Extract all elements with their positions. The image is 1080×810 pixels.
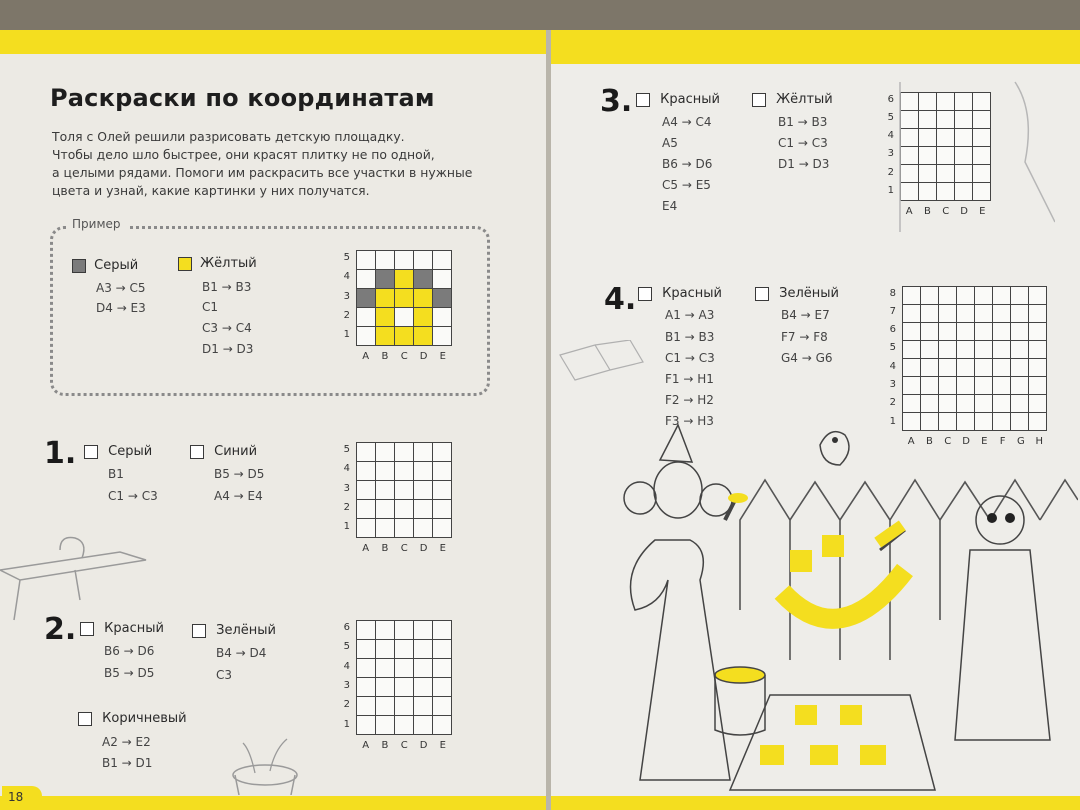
grid-cell-A1[interactable] xyxy=(357,327,376,346)
grid-cell-E8[interactable] xyxy=(975,287,993,305)
color-name: Жёлтый xyxy=(776,92,833,107)
column-label: D xyxy=(419,350,428,362)
grid-cell-D7[interactable] xyxy=(957,305,975,323)
row-label: 3 xyxy=(887,148,894,160)
grid-cell-E3[interactable] xyxy=(433,289,452,308)
row-label: 4 xyxy=(889,360,896,372)
row-label: 4 xyxy=(343,463,350,475)
example-label: Пример xyxy=(66,217,127,231)
column-label: C xyxy=(400,350,408,362)
grid-cell-C4[interactable] xyxy=(395,270,414,289)
grid-cell-B4[interactable] xyxy=(376,659,395,678)
rule: C1 → C3 xyxy=(108,489,158,503)
grid-cell-B3[interactable] xyxy=(376,481,395,500)
grid-cell-G4[interactable] xyxy=(1011,359,1029,377)
column-label: D xyxy=(419,739,428,751)
grid-cell-C4[interactable] xyxy=(395,659,414,678)
rule: B6 → D6 xyxy=(104,644,155,658)
color-checkbox[interactable] xyxy=(84,445,98,459)
grid-cell-C3[interactable] xyxy=(395,289,414,308)
grid-cell-C5[interactable] xyxy=(395,640,414,659)
rule: C1 → C3 xyxy=(778,136,828,150)
grid-cell-A4[interactable] xyxy=(357,659,376,678)
left-yellow-band xyxy=(0,30,548,54)
row-label: 1 xyxy=(889,415,896,427)
grid-cell-B5[interactable] xyxy=(376,443,395,462)
grid-cell-H5[interactable] xyxy=(1029,341,1047,359)
grid-cell-D2[interactable] xyxy=(414,697,433,716)
grid-cell-C2[interactable] xyxy=(939,395,957,413)
row-label: 1 xyxy=(343,329,350,341)
grid-cell-E3[interactable] xyxy=(433,678,452,697)
rule: F3 → H3 xyxy=(665,414,714,428)
task-number: 2. xyxy=(44,612,77,647)
color-name: Зелёный xyxy=(779,286,839,301)
grid-cell-D1[interactable] xyxy=(414,716,433,735)
row-label: 2 xyxy=(343,699,350,711)
gray-swatch-checkbox xyxy=(72,259,86,273)
rule: A3 → C5 xyxy=(96,281,146,295)
row-label: 3 xyxy=(343,482,350,494)
column-label: C xyxy=(942,205,950,217)
grid-cell-A2[interactable] xyxy=(357,308,376,327)
grid-cell-A6[interactable] xyxy=(357,621,376,640)
column-label: B xyxy=(924,205,931,217)
grid-cell-A1[interactable] xyxy=(357,716,376,735)
grid-cell-B1[interactable] xyxy=(376,519,395,538)
grid-cell-C3[interactable] xyxy=(939,377,957,395)
grid-cell-E3[interactable] xyxy=(975,377,993,395)
grid-cell-E2[interactable] xyxy=(433,308,452,327)
grid-cell-D5[interactable] xyxy=(414,251,433,270)
slide-illustration xyxy=(895,72,1055,242)
rule: B5 → D5 xyxy=(104,666,155,680)
grid-cell-E6[interactable] xyxy=(975,323,993,341)
grid-cell-E5[interactable] xyxy=(975,341,993,359)
intro-text xyxy=(52,128,492,200)
column-label: B xyxy=(926,436,933,448)
grid-cell-B5[interactable] xyxy=(376,251,395,270)
rule: B1 → D1 xyxy=(102,756,153,770)
grid-cell-D6[interactable] xyxy=(957,323,975,341)
grid-cell-D4[interactable] xyxy=(414,462,433,481)
task2-color-2 xyxy=(192,623,276,638)
grid-cell-E4[interactable] xyxy=(433,659,452,678)
grid-cell-E1[interactable] xyxy=(433,716,452,735)
example-color-gray xyxy=(72,258,138,273)
column-label: E xyxy=(439,542,446,554)
grid-cell-D4[interactable] xyxy=(414,270,433,289)
grid-cell-C1[interactable] xyxy=(395,327,414,346)
grid-cell-C2[interactable] xyxy=(395,500,414,519)
row-label: 6 xyxy=(343,622,350,633)
task1-color-2 xyxy=(190,444,257,459)
column-label: A xyxy=(907,436,915,448)
color-name: Красный xyxy=(662,286,722,301)
grid-cell-D2[interactable] xyxy=(957,395,975,413)
task4-color-2 xyxy=(755,286,839,301)
column-label: H xyxy=(1035,436,1043,448)
grid-cell-C5[interactable] xyxy=(395,443,414,462)
grid-cell-A5[interactable] xyxy=(357,640,376,659)
rule: A2 → E2 xyxy=(102,735,151,749)
task-number: 1. xyxy=(44,436,77,471)
grid-cell-E4[interactable] xyxy=(433,462,452,481)
rule: C1 xyxy=(202,300,219,314)
rule: B1 → B3 xyxy=(665,330,715,344)
grid-cell-A2[interactable] xyxy=(903,395,921,413)
column-label: A xyxy=(362,739,370,751)
column-label: B xyxy=(381,739,389,751)
grid-cell-B5[interactable] xyxy=(921,341,939,359)
row-label: 1 xyxy=(887,185,894,196)
task2-grid[interactable] xyxy=(356,620,452,735)
rule: D1 → D3 xyxy=(778,157,830,171)
grid-cell-B8[interactable] xyxy=(921,287,939,305)
grid-cell-A1[interactable] xyxy=(357,519,376,538)
color-name: Красный xyxy=(660,92,720,107)
grid-cell-H2[interactable] xyxy=(1029,395,1047,413)
intro-line: а целыми рядами. Помоги им раскрасить все участки в нужные xyxy=(52,165,473,180)
rule: B4 → E7 xyxy=(781,308,830,322)
rule: B5 → D5 xyxy=(214,467,265,481)
rule: B1 xyxy=(108,467,124,481)
row-label: 3 xyxy=(343,679,350,691)
grid-cell-A3[interactable] xyxy=(357,678,376,697)
column-label: A xyxy=(905,205,913,217)
task-number: 3. xyxy=(600,84,633,119)
rule: D1 → D3 xyxy=(202,342,254,356)
grid-cell-D1[interactable] xyxy=(414,519,433,538)
column-labels xyxy=(356,740,452,751)
grid-cell-E5[interactable] xyxy=(433,640,452,659)
color-name: Жёлтый xyxy=(200,256,257,271)
rule: F1 → H1 xyxy=(665,372,714,386)
grid-cell-E1[interactable] xyxy=(433,519,452,538)
task1-grid[interactable] xyxy=(356,442,452,538)
rule: A4 → C4 xyxy=(662,115,712,129)
color-checkbox[interactable] xyxy=(638,287,652,301)
row-label: 5 xyxy=(889,342,896,354)
rule: A1 → A3 xyxy=(665,308,715,322)
rule: C3 → C4 xyxy=(202,321,252,335)
row-label: 5 xyxy=(343,444,350,455)
column-label: E xyxy=(439,350,446,362)
column-labels xyxy=(356,543,452,554)
column-label: G xyxy=(1017,436,1025,448)
color-checkbox[interactable] xyxy=(755,287,769,301)
grid-cell-A4[interactable] xyxy=(357,462,376,481)
rule: E4 xyxy=(662,199,678,213)
color-checkbox[interactable] xyxy=(636,93,650,107)
row-label: 2 xyxy=(889,397,896,409)
grid-cell-D2[interactable] xyxy=(414,308,433,327)
grid-cell-C1[interactable] xyxy=(395,519,414,538)
grid-cell-C3[interactable] xyxy=(395,678,414,697)
color-name: Синий xyxy=(214,444,258,459)
bench-illustration xyxy=(0,530,150,630)
grid-cell-B2[interactable] xyxy=(921,395,939,413)
column-label: E xyxy=(979,205,986,217)
grid-cell-E3[interactable] xyxy=(433,481,452,500)
rule: D4 → E3 xyxy=(96,301,146,315)
task-number: 4. xyxy=(604,282,637,317)
grid-cell-G5[interactable] xyxy=(1011,341,1029,359)
task3-color-1 xyxy=(636,92,720,107)
grid-cell-C3[interactable] xyxy=(395,481,414,500)
grid-cell-E5[interactable] xyxy=(433,443,452,462)
playground-illustration xyxy=(560,420,1078,805)
grid-cell-B1[interactable] xyxy=(376,716,395,735)
grid-cell-D5[interactable] xyxy=(414,640,433,659)
grid-cell-E1[interactable] xyxy=(433,327,452,346)
color-name: Зелёный xyxy=(216,623,276,638)
grid-cell-A4[interactable] xyxy=(903,359,921,377)
grid-cell-D6[interactable] xyxy=(414,621,433,640)
task4-color-1 xyxy=(638,286,722,301)
column-label: D xyxy=(419,542,428,554)
row-label: 5 xyxy=(343,252,350,263)
grid-cell-A4[interactable] xyxy=(357,270,376,289)
grid-cell-E5[interactable] xyxy=(433,251,452,270)
row-label: 5 xyxy=(343,641,350,653)
rule: A4 → E4 xyxy=(214,489,263,503)
grid-cell-E4[interactable] xyxy=(433,270,452,289)
grid-cell-H4[interactable] xyxy=(1029,359,1047,377)
rule: B1 → B3 xyxy=(202,280,252,294)
grid-cell-G8[interactable] xyxy=(1011,287,1029,305)
grid-cell-B2[interactable] xyxy=(376,697,395,716)
column-label: C xyxy=(400,739,408,751)
grid-cell-D5[interactable] xyxy=(957,341,975,359)
hopscotch-illustration xyxy=(555,340,645,400)
rule: C5 → E5 xyxy=(662,178,711,192)
grid-cell-B4[interactable] xyxy=(376,462,395,481)
grid-cell-B6[interactable] xyxy=(376,621,395,640)
grid-cell-C4[interactable] xyxy=(939,359,957,377)
grid-cell-F8[interactable] xyxy=(993,287,1011,305)
column-label: A xyxy=(362,350,370,362)
rule: B4 → D4 xyxy=(216,646,267,660)
column-label: C xyxy=(944,436,952,448)
column-label: D xyxy=(962,436,970,448)
grid-cell-B2[interactable] xyxy=(376,500,395,519)
rule: F7 → F8 xyxy=(781,330,828,344)
color-name: Серый xyxy=(108,444,153,459)
grid-cell-E2[interactable] xyxy=(433,500,452,519)
row-label: 2 xyxy=(343,309,350,321)
grid-cell-E4[interactable] xyxy=(975,359,993,377)
grid-cell-A3[interactable] xyxy=(903,377,921,395)
column-label: B xyxy=(381,542,389,554)
row-label: 8 xyxy=(889,287,896,299)
intro-line: цвета и узнай, какие картинки у них получатся. xyxy=(52,183,370,198)
grid-cell-A5[interactable] xyxy=(357,251,376,270)
color-name: Красный xyxy=(104,621,164,636)
row-label: 2 xyxy=(887,166,894,178)
grid-cell-B1[interactable] xyxy=(376,327,395,346)
row-label: 4 xyxy=(343,271,350,283)
plant-pot-illustration xyxy=(225,735,305,795)
yellow-swatch-checkbox xyxy=(178,257,192,271)
grid-cell-D3[interactable] xyxy=(414,289,433,308)
grid-cell-G6[interactable] xyxy=(1011,323,1029,341)
grid-cell-A5[interactable] xyxy=(903,341,921,359)
page-number: 18 xyxy=(2,786,42,808)
grid-cell-E7[interactable] xyxy=(975,305,993,323)
grid-cell-H7[interactable] xyxy=(1029,305,1047,323)
grid-cell-F7[interactable] xyxy=(993,305,1011,323)
grid-cell-C5[interactable] xyxy=(939,341,957,359)
grid-cell-B5[interactable] xyxy=(376,640,395,659)
intro-line: Чтобы дело шло быстрее, они красят плитку не по одной, xyxy=(52,147,435,162)
row-label: 6 xyxy=(889,324,896,336)
grid-cell-B3[interactable] xyxy=(921,377,939,395)
grid-cell-G7[interactable] xyxy=(1011,305,1029,323)
grid-cell-D4[interactable] xyxy=(414,659,433,678)
task1-color-1 xyxy=(84,444,152,459)
grid-cell-C4[interactable] xyxy=(395,462,414,481)
grid-cell-C5[interactable] xyxy=(395,251,414,270)
book-spine xyxy=(546,30,551,810)
grid-cell-A2[interactable] xyxy=(357,500,376,519)
row-label: 6 xyxy=(887,93,894,105)
row-label: 1 xyxy=(343,718,350,730)
rule: F2 → H2 xyxy=(665,393,714,407)
grid-cell-D3[interactable] xyxy=(414,678,433,697)
row-label: 3 xyxy=(889,379,896,390)
grid-cell-A2[interactable] xyxy=(357,697,376,716)
row-label: 4 xyxy=(887,130,894,142)
grid-cell-B7[interactable] xyxy=(921,305,939,323)
grid-cell-A7[interactable] xyxy=(903,305,921,323)
grid-cell-B4[interactable] xyxy=(921,359,939,377)
example-color-yellow xyxy=(178,256,257,271)
right-yellow-band xyxy=(550,30,1080,64)
grid-cell-C8[interactable] xyxy=(939,287,957,305)
column-label: C xyxy=(400,542,408,554)
color-checkbox[interactable] xyxy=(192,624,206,638)
grid-cell-F5[interactable] xyxy=(993,341,1011,359)
grid-cell-E6[interactable] xyxy=(433,621,452,640)
column-label: E xyxy=(981,436,988,448)
grid-cell-C6[interactable] xyxy=(395,621,414,640)
grid-cell-F2[interactable] xyxy=(993,395,1011,413)
color-name: Серый xyxy=(94,258,139,273)
color-name: Коричневый xyxy=(102,711,187,726)
grid-cell-F6[interactable] xyxy=(993,323,1011,341)
grid-cell-E2[interactable] xyxy=(975,395,993,413)
task4-grid[interactable] xyxy=(902,286,1047,431)
page-title: Раскраски по координатам xyxy=(50,84,435,112)
grid-cell-G2[interactable] xyxy=(1011,395,1029,413)
grid-cell-C2[interactable] xyxy=(395,308,414,327)
color-checkbox[interactable] xyxy=(752,93,766,107)
grid-cell-B3[interactable] xyxy=(376,678,395,697)
grid-cell-H8[interactable] xyxy=(1029,287,1047,305)
grid-cell-D1[interactable] xyxy=(414,327,433,346)
row-label: 4 xyxy=(343,660,350,672)
column-label: D xyxy=(960,205,968,217)
grid-cell-D2[interactable] xyxy=(414,500,433,519)
grid-cell-G3[interactable] xyxy=(1011,377,1029,395)
grid-cell-H3[interactable] xyxy=(1029,377,1047,395)
grid-cell-C1[interactable] xyxy=(395,716,414,735)
intro-line: Толя с Олей решили разрисовать детскую площадку. xyxy=(52,129,405,144)
rule: C3 xyxy=(216,668,233,682)
grid-cell-E2[interactable] xyxy=(433,697,452,716)
task2-color-3 xyxy=(78,711,187,726)
grid-cell-A5[interactable] xyxy=(357,443,376,462)
row-label: 7 xyxy=(889,305,896,317)
rule: G4 → G6 xyxy=(781,351,833,365)
color-checkbox[interactable] xyxy=(190,445,204,459)
grid-cell-B4[interactable] xyxy=(376,270,395,289)
rule: C1 → C3 xyxy=(665,351,715,365)
example-grid[interactable] xyxy=(356,250,452,346)
column-labels xyxy=(356,351,452,362)
grid-cell-D3[interactable] xyxy=(957,377,975,395)
grid-cell-D8[interactable] xyxy=(957,287,975,305)
grid-cell-H6[interactable] xyxy=(1029,323,1047,341)
row-label: 3 xyxy=(343,290,350,302)
row-label: 2 xyxy=(343,501,350,513)
grid-cell-C7[interactable] xyxy=(939,305,957,323)
grid-cell-D3[interactable] xyxy=(414,481,433,500)
color-checkbox[interactable] xyxy=(78,712,92,726)
grid-cell-A8[interactable] xyxy=(903,287,921,305)
column-label: F xyxy=(999,436,1006,448)
grid-cell-D4[interactable] xyxy=(957,359,975,377)
column-label: E xyxy=(439,739,446,751)
row-label: 5 xyxy=(887,111,894,123)
grid-cell-B6[interactable] xyxy=(921,323,939,341)
grid-cell-F3[interactable] xyxy=(993,377,1011,395)
grid-cell-A3[interactable] xyxy=(357,289,376,308)
rule: B6 → D6 xyxy=(662,157,713,171)
grid-cell-F4[interactable] xyxy=(993,359,1011,377)
grid-cell-A3[interactable] xyxy=(357,481,376,500)
row-label: 1 xyxy=(343,521,350,533)
grid-cell-A6[interactable] xyxy=(903,323,921,341)
grid-cell-D5[interactable] xyxy=(414,443,433,462)
grid-cell-B3[interactable] xyxy=(376,289,395,308)
column-label: A xyxy=(362,542,370,554)
grid-cell-C2[interactable] xyxy=(395,697,414,716)
rule: A5 xyxy=(662,136,678,150)
rule: B1 → B3 xyxy=(778,115,828,129)
task3-color-2 xyxy=(752,92,833,107)
grid-cell-C6[interactable] xyxy=(939,323,957,341)
column-label: B xyxy=(381,350,389,362)
grid-cell-B2[interactable] xyxy=(376,308,395,327)
